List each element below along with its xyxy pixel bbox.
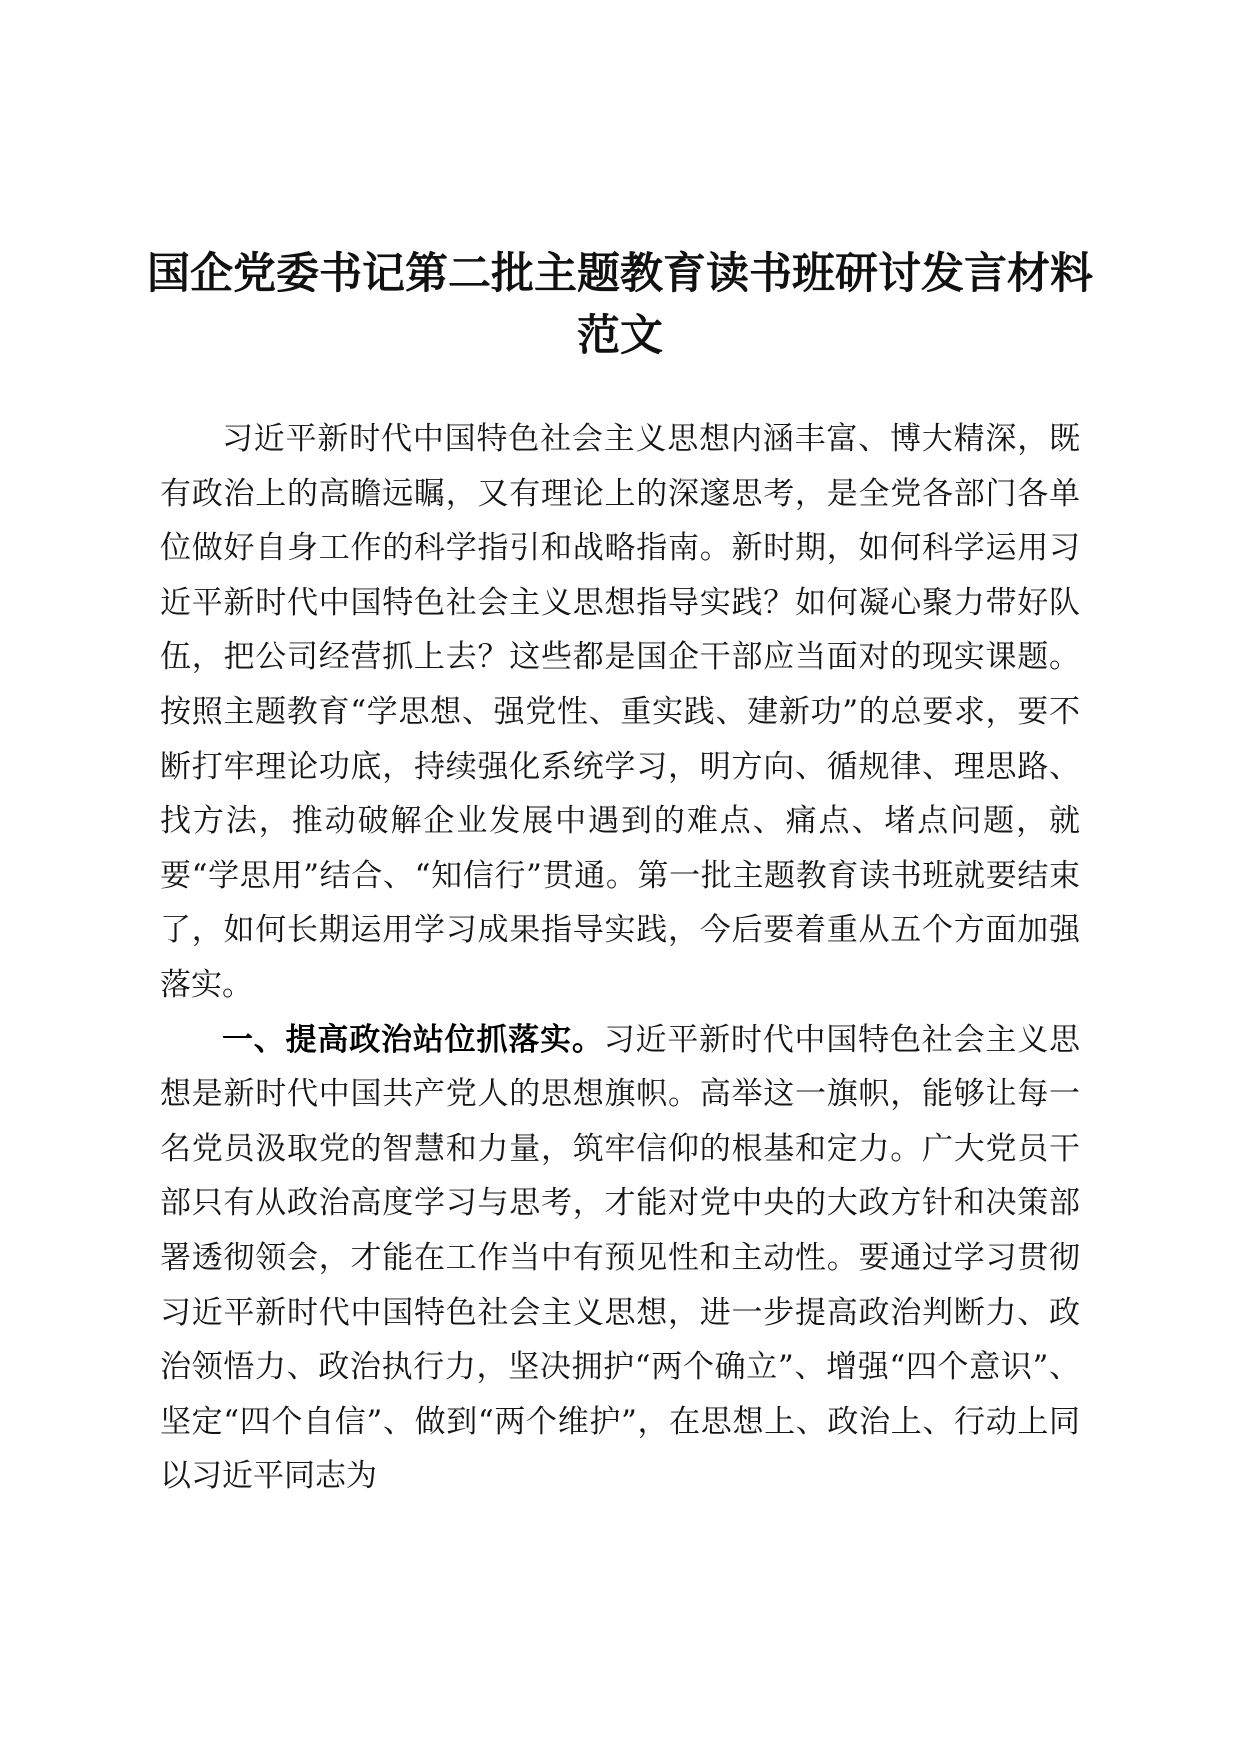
intro-paragraph: 习近平新时代中国特色社会主义思想内涵丰富、博大精深，既有政治上的高瞻远瞩，又有理论上的深邃思考，是全党各部门各单位做好自身工作的科学指引和战略指南。新时期，如何科学运用习近平新时代中国特色社会主义思想指导实践？如何凝心聚力带好队伍，把公司经营抓上去？这些都是国企干部应当面对的现实课题。按照主题教育“学思想、强党性、重实践、建新功”的总要求，要不断打牢理论功底，持续强化系统学习，明方向、循规律、理思路、找方法，推动破解企业发展中遇到的难点、痛点、堵点问题，就要“学思用”结合、“知信行”贯通。第一批主题教育读书班就要结束了，如何长期运用学习成果指导实践，今后要着重从五个方面加强落实。 [160,421,1080,1003]
section-one-text: 习近平新时代中国特色社会主义思想是新时代中国共产党人的思想旗帜。高举这一旗帜，能够让每一名党员汲取党的智慧和力量，筑牢信仰的根基和定力。广大党员干部只有从政治高度学习与思考，才能对党中央的大政方针和决策部署透彻领会，才能在工作当中有预见性和主动性。要通过学习贯彻习近平新时代中国特色社会主义思想，进一步提高政治判断力、政治领悟力、政治执行力，坚决拥护“两个确立”、增强“四个意识”、坚定“四个自信”、做到“两个维护”，在思想上、政治上、行动上同以习近平同志为 [160,1021,1081,1495]
section-one-paragraph [160,1013,1080,1504]
document-body [160,412,1080,1504]
section-one-heading: 一、提高政治站位抓落实。 [222,1021,604,1058]
document-title: 国企党委书记第二批主题教育读书班研讨发言材料范文 [147,249,1093,361]
